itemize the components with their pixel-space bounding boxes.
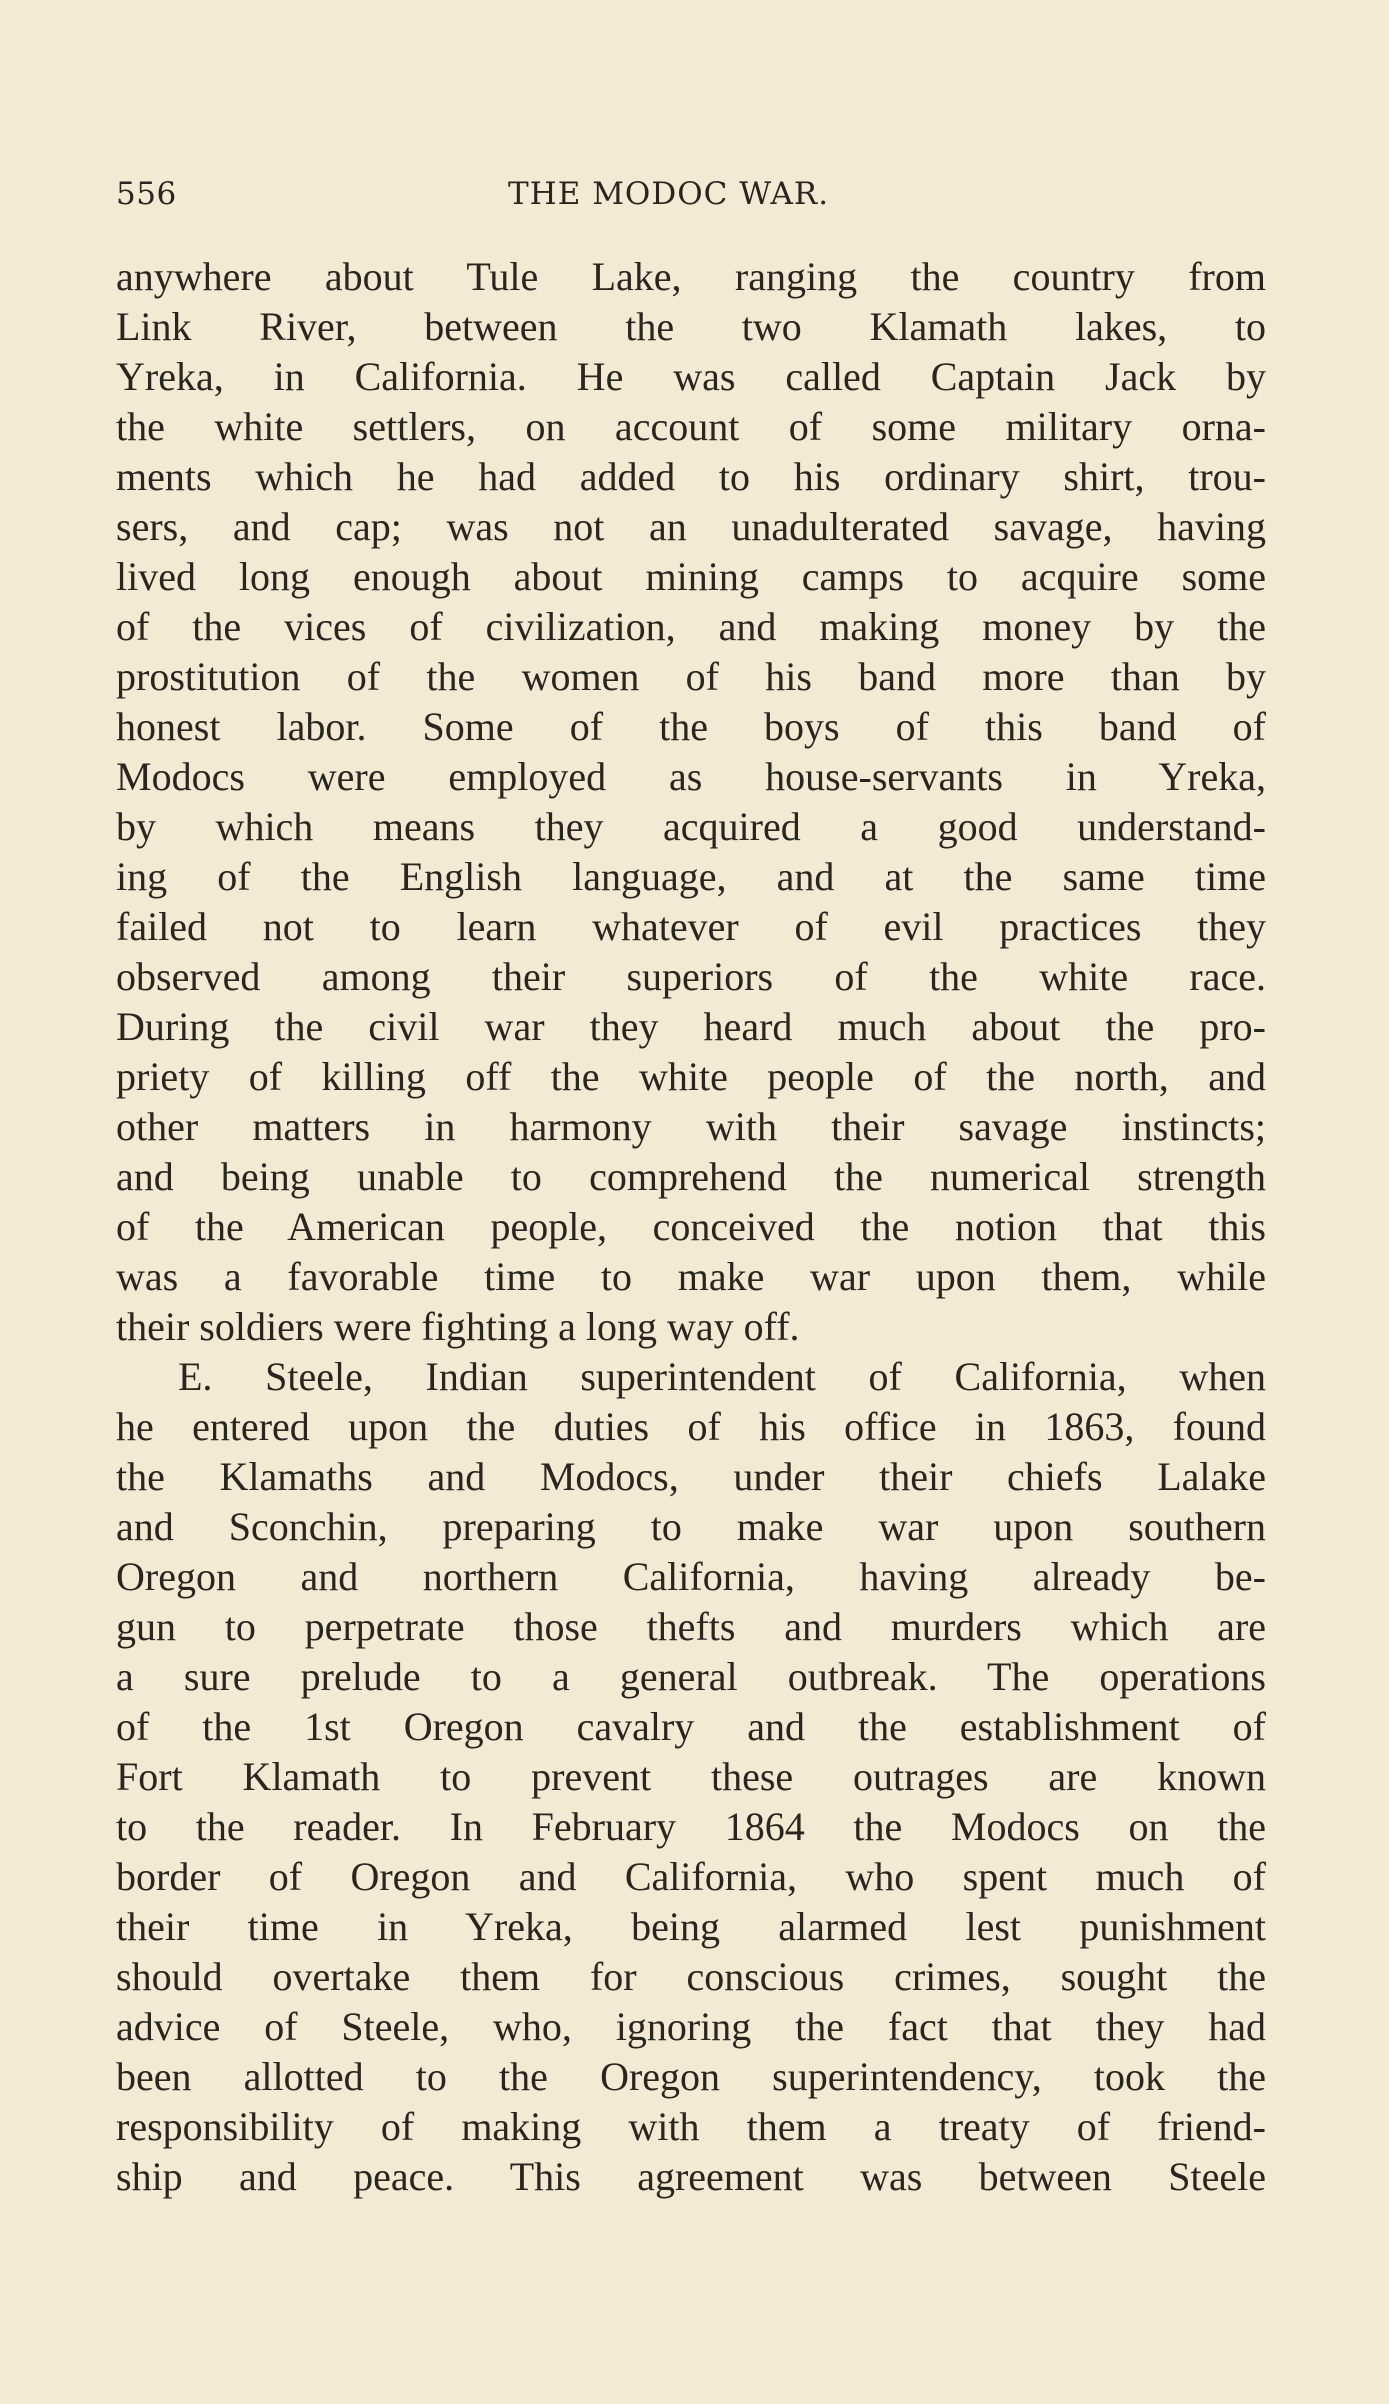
text-line: their soldiers were fighting a long way off. [116,1304,800,1349]
text-line: Oregon and northern California, having already be- [116,1554,1266,1599]
text-line: ments which he had added to his ordinary shirt, trou- [116,454,1266,499]
text-line: he entered upon the duties of his office in 1863, found [116,1404,1266,1449]
page-header [116,176,1266,226]
text-line: other matters in harmony with their savage instincts; [116,1104,1266,1149]
text-line: their time in Yreka, being alarmed lest punishment [116,1904,1266,1949]
text-line: ing of the English language, and at the same time [116,854,1266,899]
text-line: was a favorable time to make war upon them, while [116,1254,1266,1299]
text-line: the Klamaths and Modocs, under their chiefs Lalake [116,1454,1266,1499]
text-line: a sure prelude to a general outbreak. The operations [116,1654,1266,1699]
text-line: Yreka, in California. He was called Captain Jack by [116,354,1266,399]
text-line: of the American people, conceived the notion that this [116,1204,1266,1249]
text-line: Link River, between the two Klamath lakes, to [116,304,1266,349]
text-line: the white settlers, on account of some military orna- [116,404,1266,449]
text-line: sers, and cap; was not an unadulterated savage, having [116,504,1266,549]
text-line: to the reader. In February 1864 the Modocs on the [116,1804,1266,1849]
text-line: ship and peace. This agreement was between Steele [116,2154,1266,2199]
page-number: 556 [116,176,177,212]
text-line: anywhere about Tule Lake, ranging the country from [116,254,1266,299]
text-line: Fort Klamath to prevent these outrages are known [116,1754,1266,1799]
text-line: prostitution of the women of his band more than by [116,654,1266,699]
text-line: priety of killing off the white people of the north, and [116,1054,1266,1099]
text-line: Modocs were employed as house-servants in Yreka, [116,754,1266,799]
text-line: should overtake them for conscious crimes, sought the [116,1954,1266,1999]
running-title: THE MODOC WAR. [508,176,830,212]
text-line: lived long enough about mining camps to acquire some [116,554,1266,599]
text-line: of the 1st Oregon cavalry and the establishment of [116,1704,1266,1749]
text-line: by which means they acquired a good understand- [116,804,1266,849]
text-line: During the civil war they heard much about the pro- [116,1004,1266,1049]
text-line: gun to perpetrate those thefts and murders which are [116,1604,1266,1649]
text-line: advice of Steele, who, ignoring the fact that they had [116,2004,1266,2049]
text-line: of the vices of civilization, and making money by the [116,604,1266,649]
text-line: and being unable to comprehend the numerical strength [116,1154,1266,1199]
text-line: border of Oregon and California, who spent much of [116,1854,1266,1899]
text-line: been allotted to the Oregon superintendency, took the [116,2054,1266,2099]
body-text [116,252,1266,2202]
text-line: E. Steele, Indian superintendent of California, when [178,1354,1266,1399]
text-line: and Sconchin, preparing to make war upon southern [116,1504,1266,1549]
text-line: failed not to learn whatever of evil practices they [116,904,1266,949]
text-line: responsibility of making with them a treaty of friend- [116,2104,1266,2149]
text-line: observed among their superiors of the white race. [116,954,1266,999]
text-line: honest labor. Some of the boys of this band of [116,704,1266,749]
